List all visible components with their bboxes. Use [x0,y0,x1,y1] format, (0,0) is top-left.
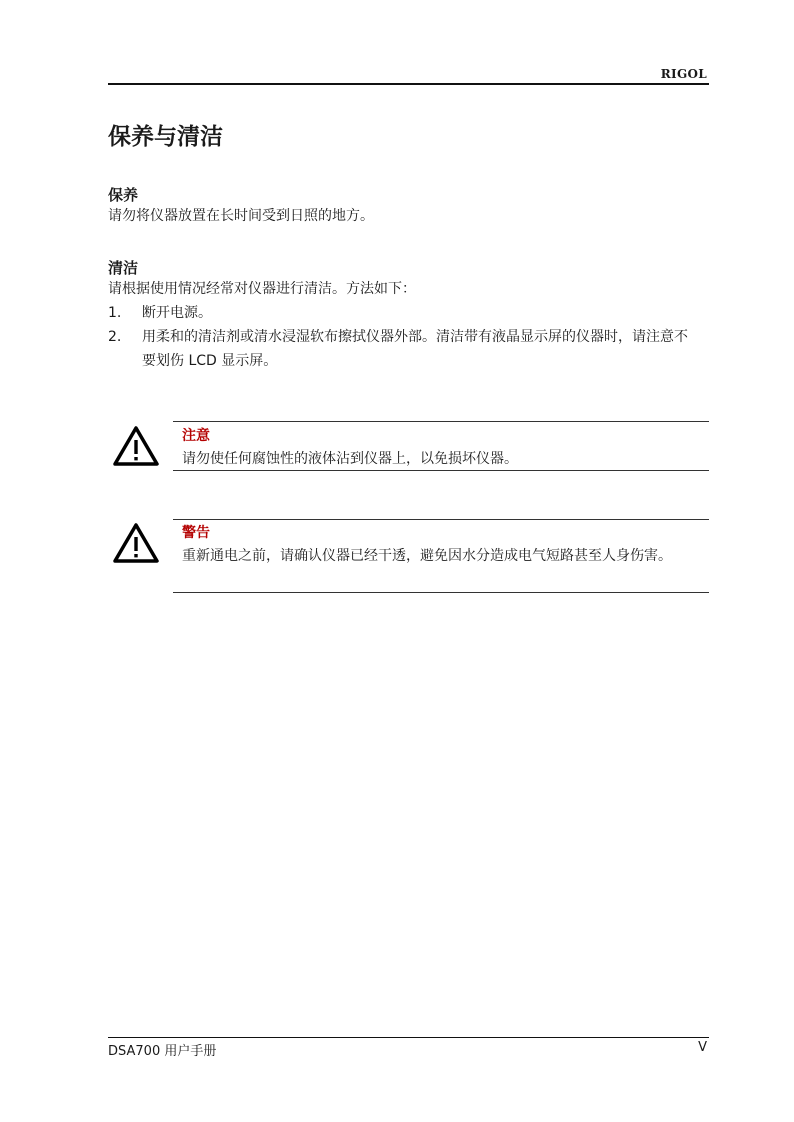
caution-top-divider [173,421,709,422]
warning-text: 重新通电之前，请确认仪器已经干透，避免因水分造成电气短路甚至人身伤害。 [182,548,672,564]
footer-manual-name: DSA700 用户手册 [108,1044,217,1059]
caution-title: 注意 [182,428,210,444]
maintenance-heading: 保养 [108,186,139,204]
list-text: 断开电源。 [142,305,212,321]
brand-name: RIGOL [660,67,707,81]
caution-bottom-divider [173,470,709,471]
list-text: 用柔和的清洁剂或清水浸湿软布擦拭仪器外部。清洁带有液晶显示屏的仪器时，请注意不要划伤 LCD 显示屏。 [142,329,688,369]
list-item [108,325,708,373]
list-number: 2. [108,329,122,345]
warning-triangle-icon [112,522,160,564]
header-divider [108,83,709,85]
footer-page-number: V [698,1040,707,1055]
caution-text: 请勿使任何腐蚀性的液体沾到仪器上，以免损坏仪器。 [182,451,518,467]
list-item [108,301,708,325]
list-number: 1. [108,305,122,321]
cleaning-intro: 请根据使用情况经常对仪器进行清洁。方法如下： [108,281,416,297]
maintenance-text: 请勿将仪器放置在长时间受到日照的地方。 [108,208,374,224]
footer-divider [108,1037,709,1038]
cleaning-heading: 清洁 [108,259,139,277]
warning-title: 警告 [182,525,210,541]
page-title: 保养与清洁 [108,124,223,150]
warning-bottom-divider [173,592,709,593]
warning-top-divider [173,519,709,520]
warning-triangle-icon [112,425,160,467]
